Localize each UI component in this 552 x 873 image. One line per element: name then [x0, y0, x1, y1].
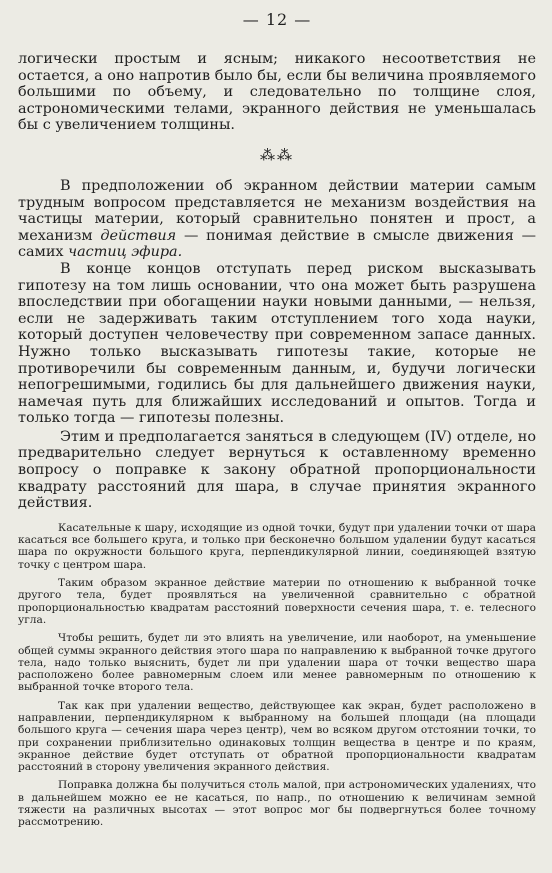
italic-term: частиц эфира.	[68, 244, 183, 261]
note-correction-magnitude: Поправка должна бы получиться столь малой, при астрономических удалениях, что в дальнейшем можно ее не касаться, по напр., по отношению к величинам земной тяжести на различных высотах — этот вопрос мог бы подвергнуться более точному рассмотрению.	[18, 779, 536, 829]
paragraph-continuation: логически простым и ясным; никакого несоответствия не остается, а оно напротив было бы, если бы величина проявляемого большими по объему, и следовательно по толщине слоя, астрономическими телами, экранного действия не уменьшалась бы с увеличением толщины.	[18, 51, 536, 134]
paragraph-text: В предположении об экранном действии материи самым трудным вопросом представляется не механизм воздействия на частицы материи, который сравнительно понятен и прост, а механизм	[18, 177, 536, 244]
paragraph-next-section: Этим и предполагается заняться в следующем (IV) отделе, но предварительно следует вернуться к оставленному временно вопросу о поправке к закону обратной пропорциональности квадрату расстояний для шара, в случае принятия экранного действия.	[18, 428, 536, 512]
section-ornament: ⁂⁂	[260, 145, 294, 164]
paragraph-hypotheses: В конце концов отступать перед риском высказывать гипотезу на том лишь основании, что она может быть разрушена впоследствии при обогащении науки новыми данными, — нельзя, если не задерживать таким отступлением того хода науки, который доступен человечеству при современном запасе данных. Нужно только высказывать гипотезы такие, которые не противоречили бы современным данным, и, будучи логически непогрешимыми, годились бы для дальнейшего движения науки, намечая путь для ближайших исследований и опытов. Тогда и только тогда — гипотезы полезны.	[18, 260, 536, 427]
note-correction-direction: Так как при удалении вещество, действующее как экран, будет расположено в направлении, перпендикулярном к выбранному на большей площади (на площади большого круга — сечения шара через центр), чем во всяком другом отстоянии точки, то при сохранении приблизительно одинаковых толщин вещества в центре и по краям, экранное действие будет отступать от обратной пропорциональности квадратам расстояний в сторону увеличения экранного действия.	[18, 699, 536, 774]
paragraph-screen-action	[18, 178, 536, 261]
note-uniform-layer: Чтобы решить, будет ли это влиять на увеличение, или наоборот, на уменьшение общей суммы экранного действия этого шара по направлению к выбранной точке другого тела, надо только выяснить, будет ли при удалении шара от точки вещество шара расположено более равномерным слоем или менее равномерным по отношению к выбранной точке второго тела.	[18, 632, 536, 694]
note-tangents: Касательные к шару, исходящие из одной точки, будут при удалении точки от шара касаться все большего круга, и только при бесконечно большом удалении будут касаться шара по окружности большого круга, перпендикулярной линии, соединяющей взятую точку с центром шара.	[18, 521, 536, 571]
page-number: — 12 —	[242, 10, 312, 29]
paragraph-text: — понимая действие в смысле движения — самих	[18, 227, 536, 261]
note-solid-angle: Таким образом экранное действие материи по отношению к выбранной точке другого тела, будет проявляться на увеличенной сравнительно с обратной пропорциональностью квадратам расстояний поверхности сечения шара, т. е. телесного угла.	[18, 577, 536, 626]
italic-term: действия	[100, 227, 177, 244]
